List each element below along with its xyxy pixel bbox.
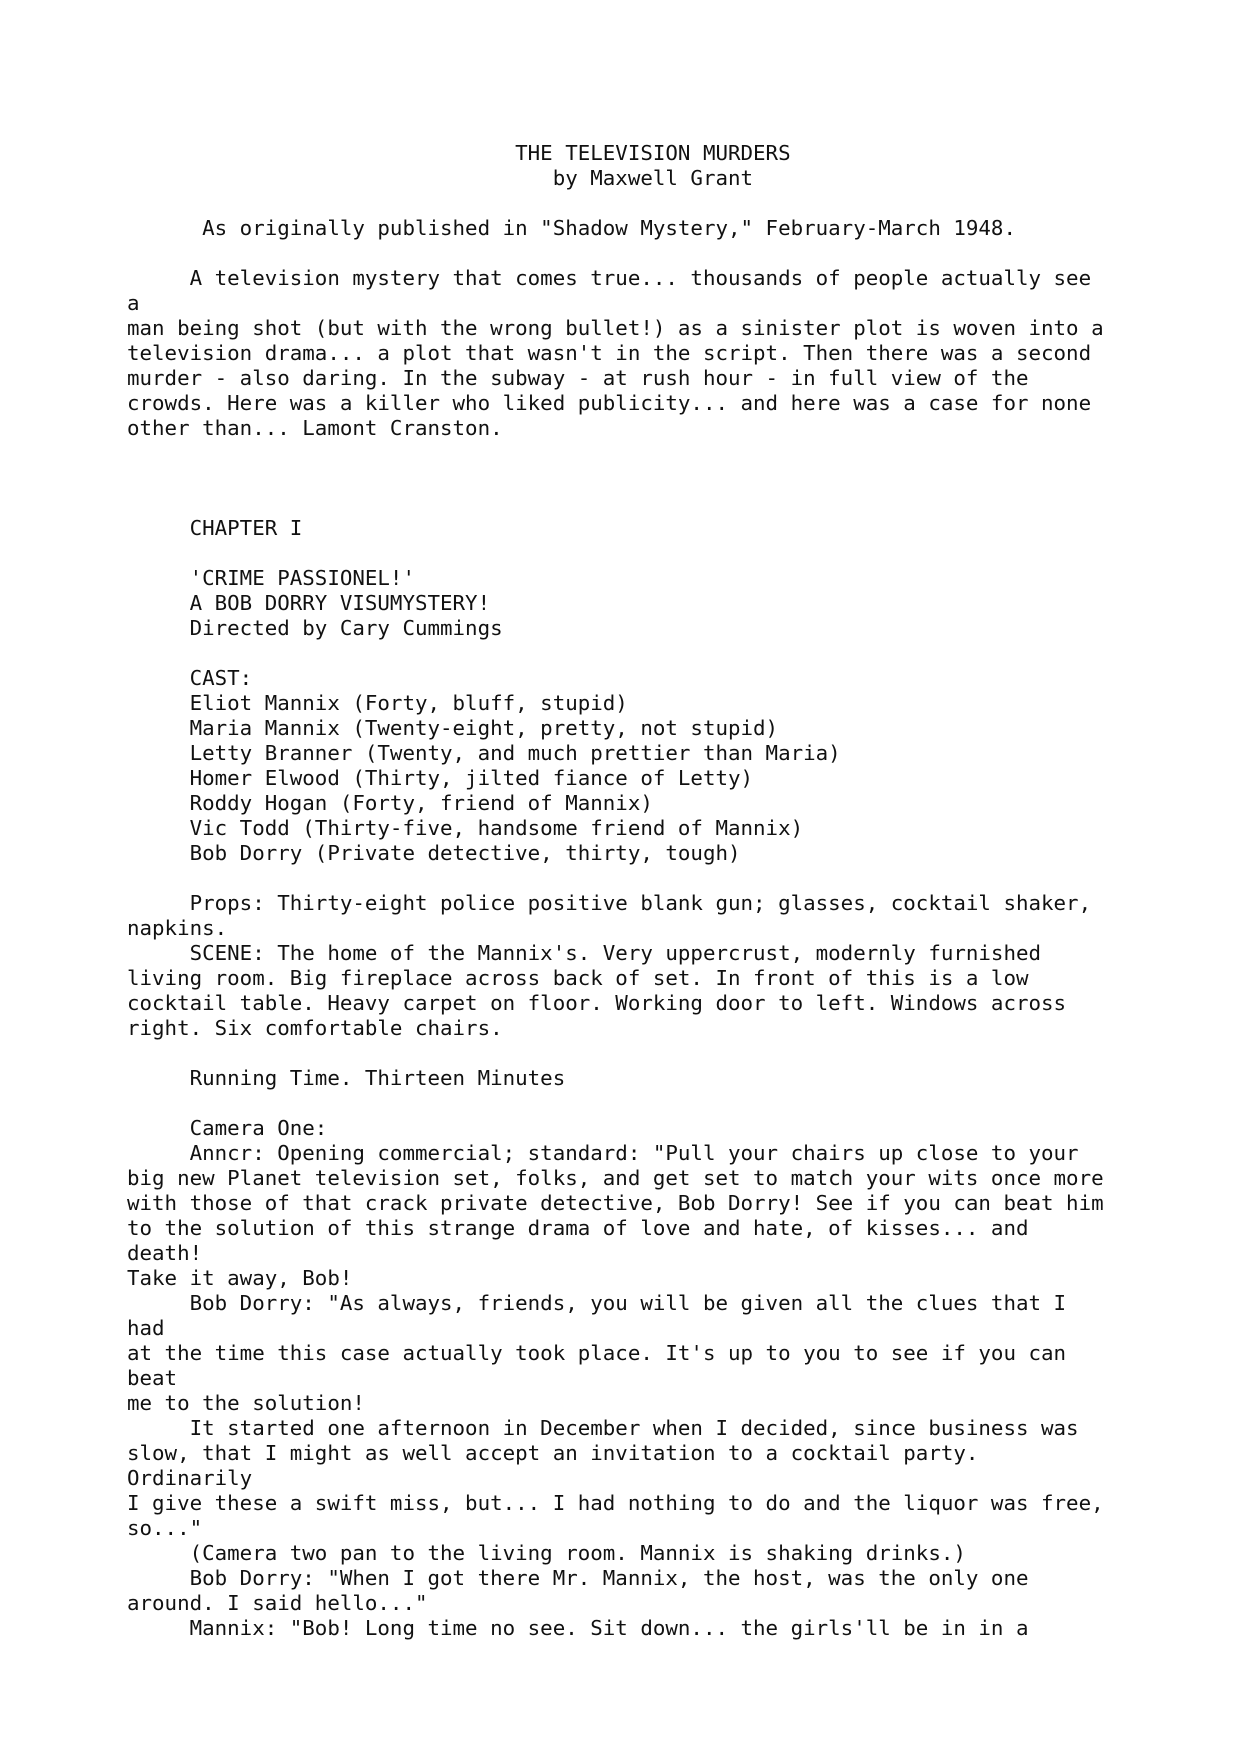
text-line: big new Planet television set, folks, and get set to match your wits once more <box>127 1166 1104 1190</box>
text-line: me to the solution! <box>127 1391 365 1415</box>
text-line: CAST: <box>127 666 253 690</box>
text-line: a <box>127 291 140 315</box>
text-line: Homer Elwood (Thirty, jilted fiance of Letty) <box>127 766 754 790</box>
blank-line <box>127 241 1187 266</box>
text-line: I give these a swift miss, but... I had nothing to do and the liquor was free, <box>127 1491 1104 1515</box>
text-line: Take it away, Bob! <box>127 1266 353 1290</box>
text-line: Anncr: Opening commercial; standard: "Pull your chairs up close to your <box>127 1141 1079 1165</box>
text-line: television drama... a plot that wasn't in the script. Then there was a second <box>127 341 1092 365</box>
text-line: around. I said hello..." <box>127 1591 428 1615</box>
text-line: Running Time. Thirteen Minutes <box>127 1066 566 1090</box>
blank-line <box>127 441 1187 466</box>
text-line: Eliot Mannix (Forty, bluff, stupid) <box>127 691 628 715</box>
blank-line <box>127 491 1187 516</box>
text-line: to the solution of this strange drama of love and hate, of kisses... and <box>127 1216 1029 1240</box>
text-line: It started one afternoon in December when I decided, since business was <box>127 1416 1079 1440</box>
text-line: As originally published in "Shadow Mystery," February-March 1948. <box>127 216 1016 240</box>
text-line: right. Six comfortable chairs. <box>127 1016 503 1040</box>
text-line: beat <box>127 1366 178 1390</box>
text-line: THE TELEVISION MURDERS <box>127 141 791 165</box>
text-line: Bob Dorry: "As always, friends, you will be given all the clues that I <box>127 1291 1067 1315</box>
text-line: A television mystery that comes true... thousands of people actually see <box>127 266 1092 290</box>
text-line: 'CRIME PASSIONEL!' <box>127 566 415 590</box>
text-line: Directed by Cary Cummings <box>127 616 503 640</box>
text-line: Bob Dorry: "When I got there Mr. Mannix, the host, was the only one <box>127 1566 1029 1590</box>
text-line: CHAPTER I <box>127 516 303 540</box>
text-line: napkins. <box>127 916 228 940</box>
text-line: Letty Branner (Twenty, and much prettier than Maria) <box>127 741 841 765</box>
blank-line <box>127 866 1187 891</box>
text-line: crowds. Here was a killer who liked publicity... and here was a case for none <box>127 391 1092 415</box>
text-line: Ordinarily <box>127 1466 253 1490</box>
text-line: had <box>127 1316 165 1340</box>
blank-line <box>127 466 1187 491</box>
text-line: cocktail table. Heavy carpet on floor. Working door to left. Windows across <box>127 991 1067 1015</box>
text-line: (Camera two pan to the living room. Mannix is shaking drinks.) <box>127 1541 966 1565</box>
text-line: other than... Lamont Cranston. <box>127 416 503 440</box>
text-line: Roddy Hogan (Forty, friend of Mannix) <box>127 791 653 815</box>
blank-line <box>127 541 1187 566</box>
text-line: man being shot (but with the wrong bullet!) as a sinister plot is woven into a <box>127 316 1104 340</box>
text-line: Bob Dorry (Private detective, thirty, tough) <box>127 841 741 865</box>
manuscript-text <box>127 141 1187 1641</box>
text-line: Props: Thirty-eight police positive blank gun; glasses, cocktail shaker, <box>127 891 1092 915</box>
text-line: at the time this case actually took place. It's up to you to see if you can <box>127 1341 1067 1365</box>
text-line: death! <box>127 1241 203 1265</box>
text-line: A BOB DORRY VISUMYSTERY! <box>127 591 491 615</box>
text-line: SCENE: The home of the Mannix's. Very uppercrust, modernly furnished <box>127 941 1042 965</box>
blank-line <box>127 641 1187 666</box>
text-line: Camera One: <box>127 1116 328 1140</box>
text-line: Maria Mannix (Twenty-eight, pretty, not stupid) <box>127 716 779 740</box>
text-line: living room. Big fireplace across back of set. In front of this is a low <box>127 966 1029 990</box>
text-line: so..." <box>127 1516 203 1540</box>
text-line: slow, that I might as well accept an invitation to a cocktail party. <box>127 1441 979 1465</box>
text-line: Mannix: "Bob! Long time no see. Sit down... the girls'll be in in a <box>127 1616 1029 1640</box>
text-line: with those of that crack private detective, Bob Dorry! See if you can beat him <box>127 1191 1104 1215</box>
text-line: murder - also daring. In the subway - at rush hour - in full view of the <box>127 366 1029 390</box>
blank-line <box>127 1091 1187 1116</box>
text-line: by Maxwell Grant <box>127 166 754 190</box>
text-line: Vic Todd (Thirty-five, handsome friend of Mannix) <box>127 816 804 840</box>
blank-line <box>127 1041 1187 1066</box>
blank-line <box>127 191 1187 216</box>
